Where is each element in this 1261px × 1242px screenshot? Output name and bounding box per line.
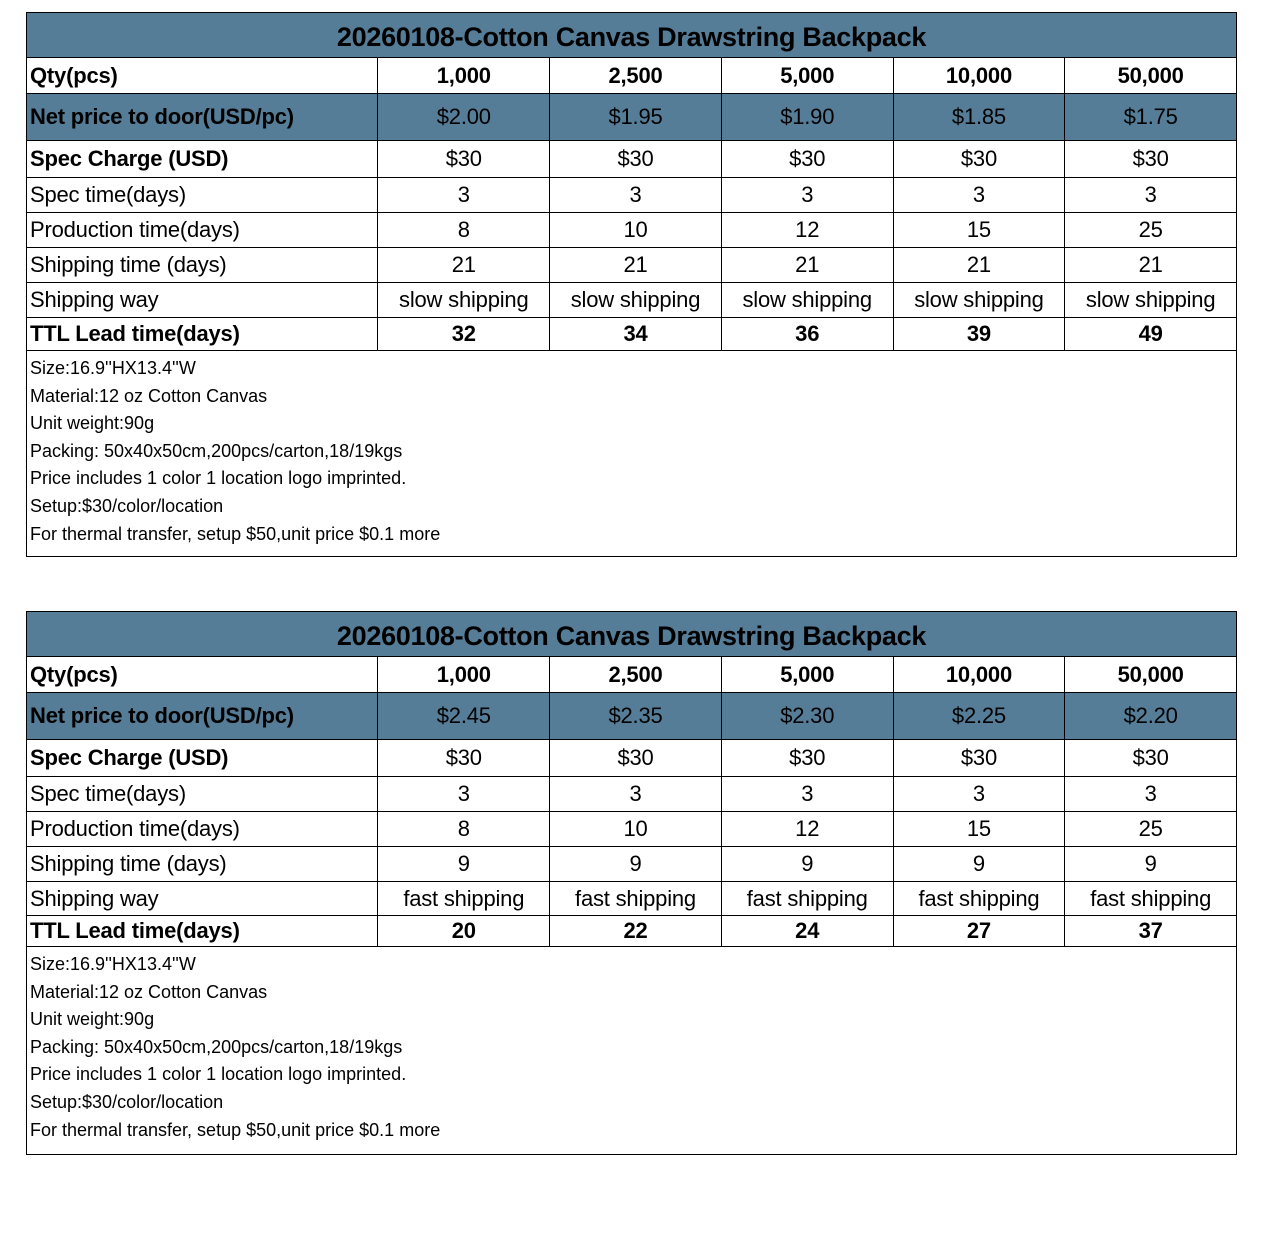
note-packing: Packing: 50x40x50cm,200pcs/carton,18/19kgs — [30, 1036, 403, 1057]
shipping-time-row — [27, 847, 1236, 882]
quote-table-slow-shipping — [26, 12, 1237, 557]
production-time-cell: 10 — [549, 812, 721, 846]
ttl-lead-time-cell: 49 — [1064, 318, 1236, 350]
shipping-way-cell: fast shipping — [721, 882, 893, 915]
spec-time-cell: 3 — [549, 777, 721, 811]
row-label-production-time: Production time(days) — [30, 816, 240, 841]
note-unit-weight: Unit weight:90g — [30, 413, 155, 434]
row-label-net-price: Net price to door(USD/pc) — [30, 104, 294, 129]
note-size: Size:16.9''HX13.4''W — [30, 358, 196, 378]
spec-charge-row — [27, 141, 1236, 178]
ttl-lead-time-cell: 27 — [893, 916, 1065, 946]
qty-cell: 10,000 — [893, 58, 1065, 93]
note-thermal-transfer: For thermal transfer, setup $50,unit price $0.1 more — [30, 1119, 441, 1140]
spec-charge-cell: $30 — [721, 141, 893, 177]
price-cell: $2.25 — [893, 693, 1065, 739]
row-label-ttl-lead-time: TTL Lead time(days) — [30, 918, 240, 943]
spec-charge-cell: $30 — [377, 141, 549, 177]
spec-charge-cell: $30 — [549, 141, 721, 177]
row-label-spec-time: Spec time(days) — [30, 781, 186, 806]
table-title-row — [27, 612, 1236, 657]
table-title: 20260108-Cotton Canvas Drawstring Backpack — [336, 21, 927, 52]
qty-cell: 5,000 — [721, 657, 893, 692]
shipping-time-cell: 21 — [1064, 248, 1236, 282]
note-price-includes: Price includes 1 color 1 location logo imprinted. — [30, 468, 407, 489]
shipping-way-cell: slow shipping — [721, 283, 893, 317]
production-time-cell: 15 — [893, 213, 1065, 247]
ttl-lead-time-cell: 20 — [377, 916, 549, 946]
shipping-time-cell: 9 — [893, 847, 1065, 881]
qty-row — [27, 657, 1236, 693]
production-time-cell: 12 — [721, 213, 893, 247]
production-time-row — [27, 812, 1236, 847]
note-material: Material:12 oz Cotton Canvas — [30, 981, 268, 1002]
ttl-lead-time-row — [27, 916, 1236, 947]
table-title-row — [27, 13, 1236, 58]
qty-row — [27, 58, 1236, 94]
ttl-lead-time-cell: 39 — [893, 318, 1065, 350]
row-label-production-time: Production time(days) — [30, 217, 240, 242]
spec-time-cell: 3 — [721, 777, 893, 811]
ttl-lead-time-cell: 34 — [549, 318, 721, 350]
shipping-way-cell: fast shipping — [1064, 882, 1236, 915]
row-label-shipping-time: Shipping time (days) — [30, 851, 227, 876]
row-label-shipping-way: Shipping way — [30, 885, 159, 911]
spec-time-cell: 3 — [893, 777, 1065, 811]
price-cell: $2.20 — [1064, 693, 1236, 739]
note-unit-weight: Unit weight:90g — [30, 1009, 155, 1030]
note-setup: Setup:$30/color/location — [30, 1091, 224, 1112]
spec-charge-row — [27, 740, 1236, 777]
price-cell: $2.35 — [549, 693, 721, 739]
shipping-way-cell: fast shipping — [893, 882, 1065, 915]
qty-cell: 5,000 — [721, 58, 893, 93]
quote-table-fast-shipping — [26, 611, 1237, 1155]
net-price-row — [27, 693, 1236, 740]
production-time-cell: 25 — [1064, 812, 1236, 846]
shipping-time-cell: 9 — [549, 847, 721, 881]
price-cell: $1.95 — [549, 94, 721, 140]
spec-time-cell: 3 — [377, 178, 549, 212]
net-price-row — [27, 94, 1236, 141]
row-label-qty: Qty(pcs) — [30, 661, 118, 687]
ttl-lead-time-cell: 22 — [549, 916, 721, 946]
spec-time-cell: 3 — [721, 178, 893, 212]
production-time-cell: 25 — [1064, 213, 1236, 247]
note-size: Size:16.9''HX13.4''W — [30, 954, 196, 974]
note-setup: Setup:$30/color/location — [30, 495, 224, 516]
spec-time-cell: 3 — [1064, 777, 1236, 811]
ttl-lead-time-cell: 24 — [721, 916, 893, 946]
production-time-cell: 10 — [549, 213, 721, 247]
shipping-way-row — [27, 283, 1236, 318]
spec-time-cell: 3 — [893, 178, 1065, 212]
shipping-way-row — [27, 882, 1236, 916]
shipping-way-cell: slow shipping — [377, 283, 549, 317]
qty-cell: 2,500 — [549, 657, 721, 692]
note-price-includes: Price includes 1 color 1 location logo imprinted. — [30, 1064, 407, 1085]
spec-charge-cell: $30 — [1064, 141, 1236, 177]
shipping-time-cell: 21 — [721, 248, 893, 282]
ttl-lead-time-cell: 36 — [721, 318, 893, 350]
ttl-lead-time-row — [27, 318, 1236, 351]
spec-time-row — [27, 777, 1236, 812]
price-cell: $2.30 — [721, 693, 893, 739]
shipping-way-cell: fast shipping — [377, 882, 549, 915]
price-cell: $1.75 — [1064, 94, 1236, 140]
shipping-way-cell: slow shipping — [1064, 283, 1236, 317]
production-time-cell: 8 — [377, 213, 549, 247]
product-notes — [27, 947, 1236, 1154]
ttl-lead-time-cell: 37 — [1064, 916, 1236, 946]
spec-time-cell: 3 — [549, 178, 721, 212]
row-label-ttl-lead-time: TTL Lead time(days) — [30, 321, 240, 346]
price-cell: $1.85 — [893, 94, 1065, 140]
row-label-qty: Qty(pcs) — [30, 62, 118, 88]
spec-time-cell: 3 — [377, 777, 549, 811]
shipping-time-cell: 9 — [721, 847, 893, 881]
shipping-way-cell: fast shipping — [549, 882, 721, 915]
production-time-cell: 15 — [893, 812, 1065, 846]
spec-time-cell: 3 — [1064, 178, 1236, 212]
spec-charge-cell: $30 — [893, 141, 1065, 177]
production-time-row — [27, 213, 1236, 248]
shipping-time-cell: 21 — [377, 248, 549, 282]
note-packing: Packing: 50x40x50cm,200pcs/carton,18/19kgs — [30, 440, 403, 461]
row-label-spec-charge: Spec Charge (USD) — [30, 146, 229, 171]
shipping-time-row — [27, 248, 1236, 283]
price-cell: $1.90 — [721, 94, 893, 140]
table-title: 20260108-Cotton Canvas Drawstring Backpack — [336, 620, 927, 651]
shipping-time-cell: 9 — [1064, 847, 1236, 881]
qty-cell: 50,000 — [1064, 58, 1236, 93]
row-label-shipping-way: Shipping way — [30, 287, 159, 312]
shipping-time-cell: 21 — [549, 248, 721, 282]
spec-time-row — [27, 178, 1236, 213]
qty-cell: 2,500 — [549, 58, 721, 93]
row-label-shipping-time: Shipping time (days) — [30, 252, 227, 277]
spec-charge-cell: $30 — [1064, 740, 1236, 776]
product-notes — [27, 351, 1236, 556]
spec-charge-cell: $30 — [893, 740, 1065, 776]
price-cell: $2.00 — [377, 94, 549, 140]
production-time-cell: 12 — [721, 812, 893, 846]
production-time-cell: 8 — [377, 812, 549, 846]
qty-cell: 1,000 — [377, 58, 549, 93]
spec-charge-cell: $30 — [377, 740, 549, 776]
ttl-lead-time-cell: 32 — [377, 318, 549, 350]
spec-charge-cell: $30 — [549, 740, 721, 776]
note-thermal-transfer: For thermal transfer, setup $50,unit price $0.1 more — [30, 523, 441, 544]
qty-cell: 50,000 — [1064, 657, 1236, 692]
row-label-spec-time: Spec time(days) — [30, 182, 186, 207]
shipping-time-cell: 21 — [893, 248, 1065, 282]
note-material: Material:12 oz Cotton Canvas — [30, 385, 268, 406]
qty-cell: 1,000 — [377, 657, 549, 692]
spec-charge-cell: $30 — [721, 740, 893, 776]
row-label-spec-charge: Spec Charge (USD) — [30, 745, 229, 770]
row-label-net-price: Net price to door(USD/pc) — [30, 703, 294, 728]
shipping-way-cell: slow shipping — [549, 283, 721, 317]
qty-cell: 10,000 — [893, 657, 1065, 692]
price-cell: $2.45 — [377, 693, 549, 739]
shipping-way-cell: slow shipping — [893, 283, 1065, 317]
shipping-time-cell: 9 — [377, 847, 549, 881]
